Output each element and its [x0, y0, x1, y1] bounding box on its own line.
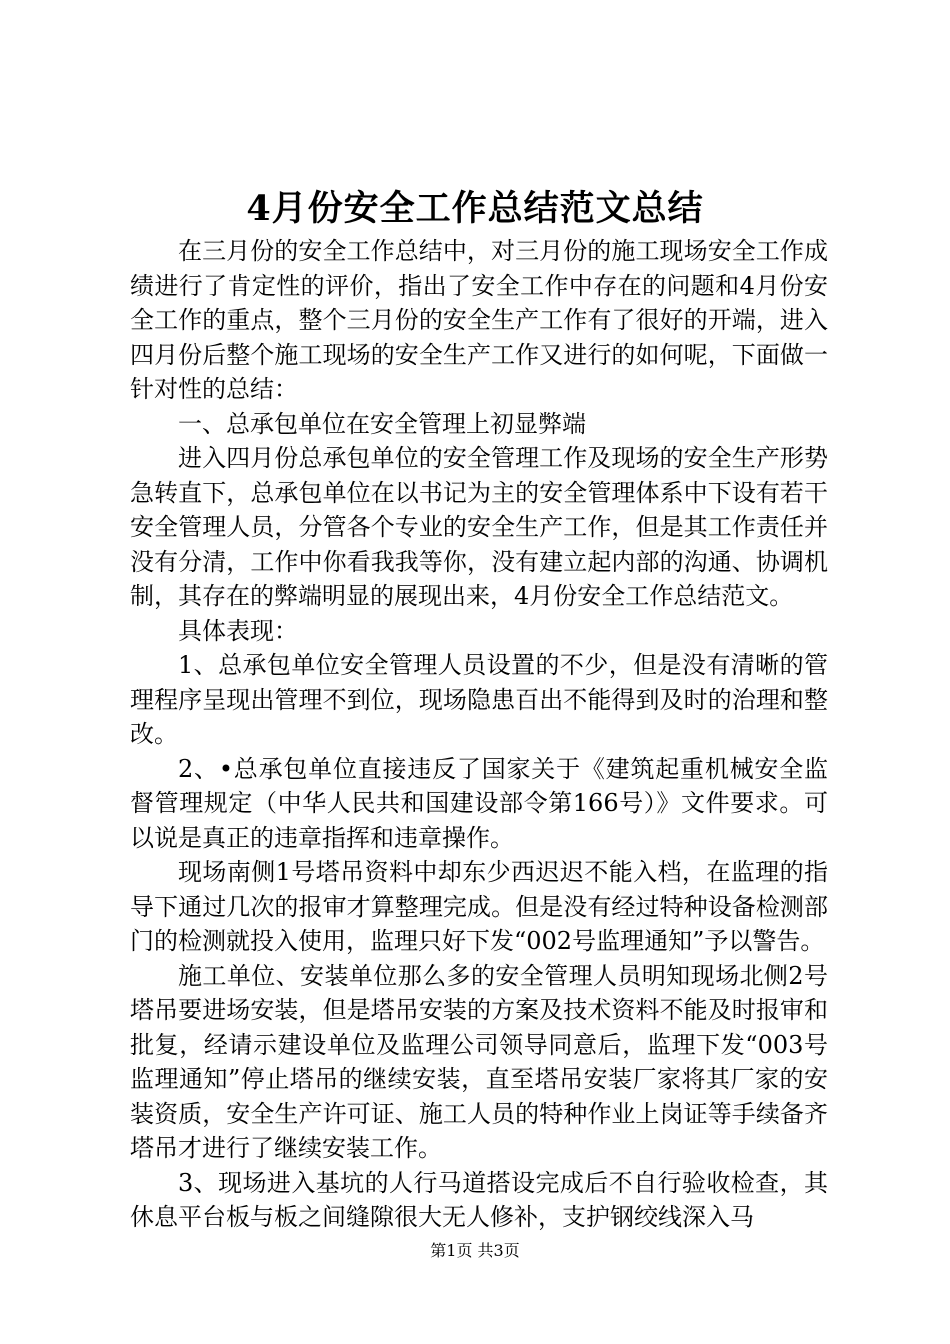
document-title: 4月份安全工作总结范文总结	[246, 188, 704, 229]
document-body	[130, 234, 828, 1235]
paragraph-section-1: 进入四月份总承包单位的安全管理工作及现场的安全生产形势急转直下，总承包单位在以书记为主的安全管理体系中下设有若干安全管理人员，分管各个专业的安全生产工作，但是其工作责任并没有分清，工作中你看我我等你，没有建立起内部的沟通、协调机制，其存在的弊端明显的展现出来，4月份安全工作总结范文。	[130, 444, 828, 610]
paragraph-crane-2: 施工单位、安装单位那么多的安全管理人员明知现场北侧2号塔吊要进场安装，但是塔吊安装的方案及技术资料不能及时报审和批复，经请示建设单位及监理公司领导同意后，监理下发“003号监理通知”停止塔吊的继续安装，直至塔吊安装厂家将其厂家的安装资质，安全生产许可证、施工人员的特种作业上岗证等手续备齐塔吊才进行了继续安装工作。	[130, 961, 828, 1162]
page-footer: 第1页 共3页	[430, 1241, 520, 1260]
paragraph-item-3: 3、现场进入基坑的人行马道搭设完成后不自行验收检查，其休息平台板与板之间缝隙很大无人修补，支护钢绞线深入马	[130, 1168, 828, 1231]
paragraph-crane-1: 现场南侧1号塔吊资料中却东少西迟迟不能入档，在监理的指导下通过几次的报审才算整理完成。但是没有经过特种设备检测部门的检测就投入使用，监理只好下发“002号监理通知”予以警告。	[130, 858, 828, 955]
paragraph-details-label: 具体表现：	[178, 616, 298, 645]
paragraph-intro: 在三月份的安全工作总结中，对三月份的施工现场安全工作成绩进行了肯定性的评价，指出了安全工作中存在的问题和4月份安全工作的重点，整个三月份的安全生产工作有了很好的开端，进入四月份后整个施工现场的安全生产工作又进行的如何呢，下面做一针对性的总结：	[130, 237, 828, 403]
paragraph-item-1: 1、总承包单位安全管理人员设置的不少，但是没有清晰的管理程序呈现出管理不到位，现场隐患百出不能得到及时的治理和整改。	[130, 651, 828, 748]
paragraph-item-2: 2、•总承包单位直接违反了国家关于《建筑起重机械安全监督管理规定（中华人民共和国建设部令第166号）》文件要求。可以说是真正的违章指挥和违章操作。	[130, 754, 828, 852]
section-heading-1: 一、总承包单位在安全管理上初显弊端	[178, 409, 586, 438]
